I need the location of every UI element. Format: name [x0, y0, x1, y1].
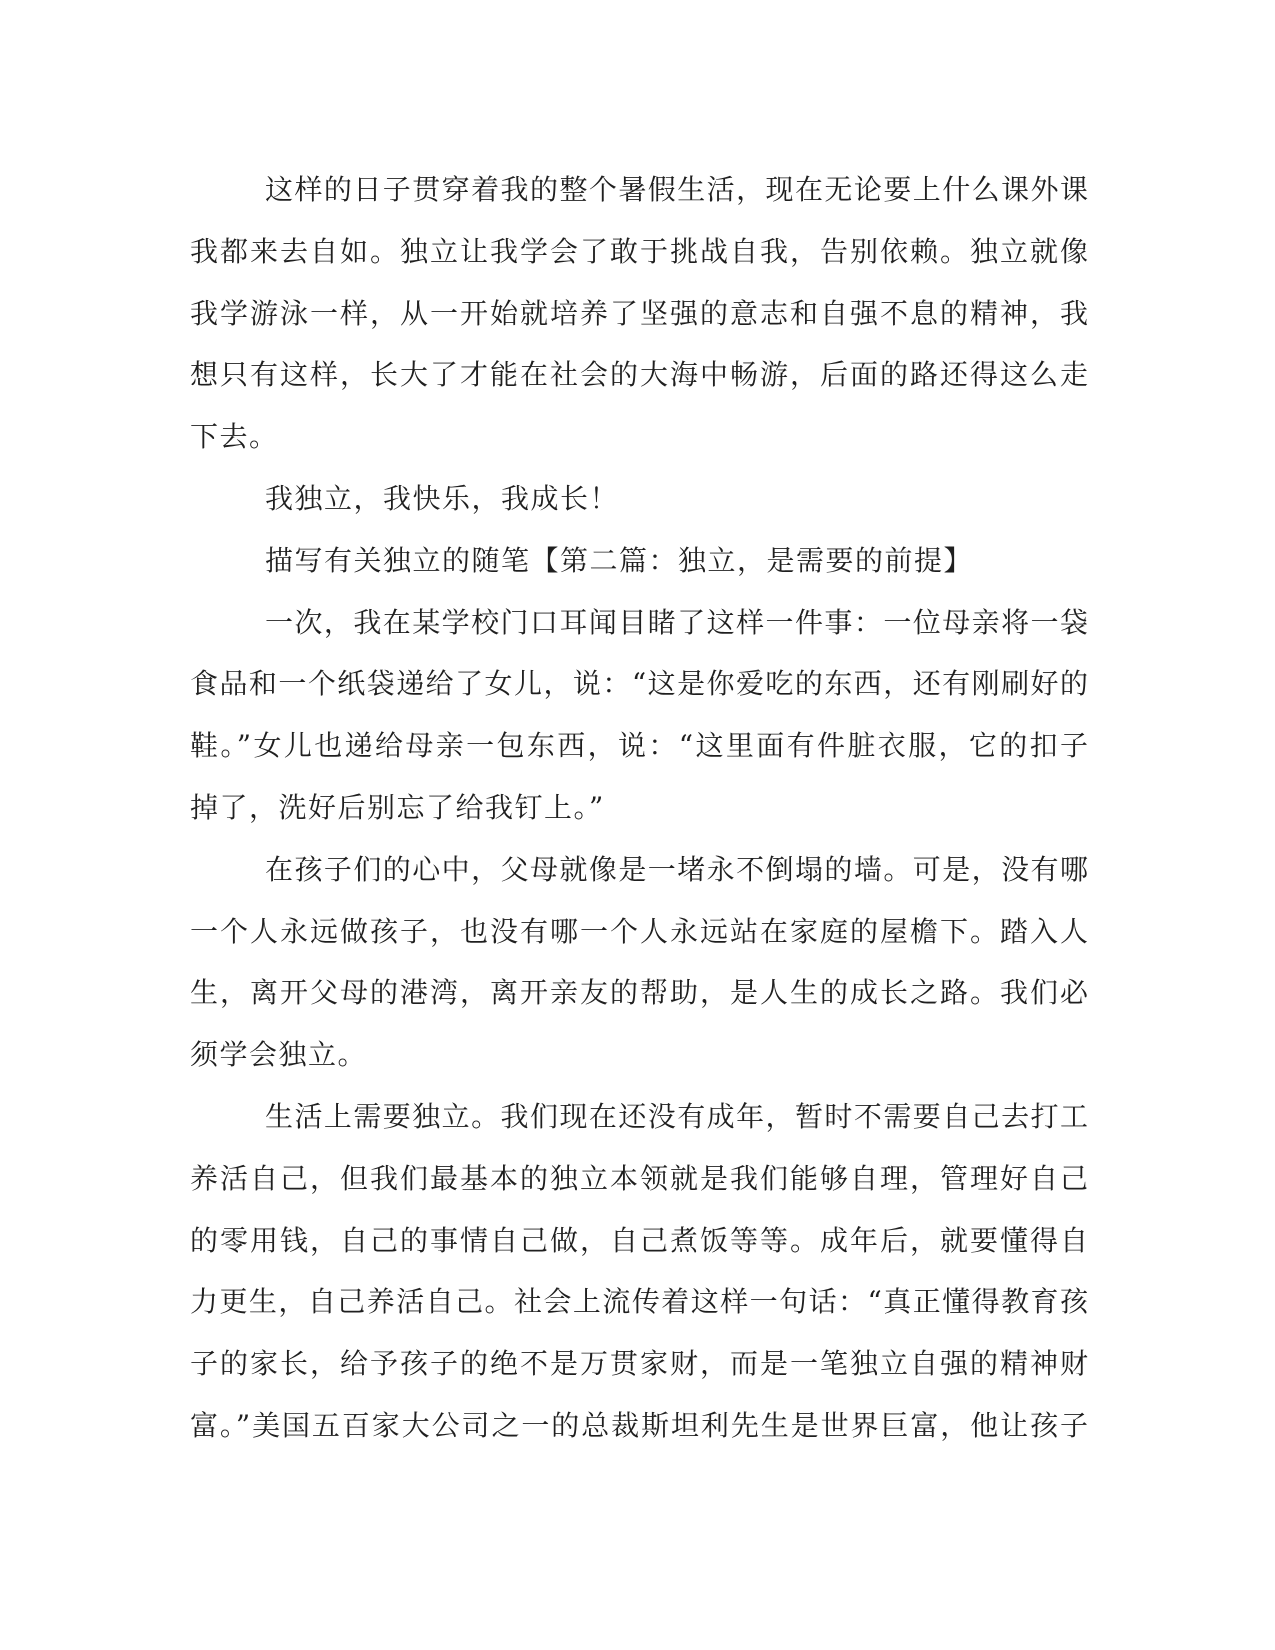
text-line: 我独立，我快乐，我成长！	[265, 481, 620, 515]
text-line: 一次，我在某学校门口耳闻目睹了这样一件事：一位母亲将一袋	[265, 605, 1088, 639]
paragraph	[190, 159, 1088, 468]
document-body	[190, 159, 1088, 1457]
text-line: 食品和一个纸袋递给了女儿，说：“这是你爱吃的东西，还有刚刷好的	[190, 667, 1088, 701]
text-line: 我学游泳一样，从一开始就培养了坚强的意志和自强不息的精神，我	[190, 296, 1088, 330]
text-line: 掉了，洗好后别忘了给我钉上。”	[190, 790, 605, 824]
text-line: 养活自己，但我们最基本的独立本领就是我们能够自理，管理好自己	[190, 1161, 1088, 1195]
text-line: 子的家长，给予孩子的绝不是万贯家财，而是一笔独立自强的精神财	[190, 1347, 1088, 1381]
text-line: 描写有关独立的随笔【第二篇：独立，是需要的前提】	[265, 543, 974, 577]
paragraph	[190, 1086, 1088, 1457]
text-line: 力更生，自己养活自己。社会上流传着这样一句话：“真正懂得教育孩	[190, 1285, 1088, 1319]
paragraph	[190, 468, 1088, 530]
paragraph	[190, 592, 1088, 839]
text-line: 生活上需要独立。我们现在还没有成年，暂时不需要自己去打工	[265, 1099, 1088, 1133]
text-line: 这样的日子贯穿着我的整个暑假生活，现在无论要上什么课外课	[265, 173, 1088, 206]
text-line: 生，离开父母的港湾，离开亲友的帮助，是人生的成长之路。我们必	[190, 976, 1088, 1010]
paragraph	[190, 530, 1088, 592]
text-line: 想只有这样，长大了才能在社会的大海中畅游，后面的路还得这么走	[190, 358, 1088, 392]
text-line: 下去。	[190, 420, 279, 454]
text-line: 富。”美国五百家大公司之一的总裁斯坦利先生是世界巨富，他让孩子	[190, 1408, 1088, 1442]
text-line: 的零用钱，自己的事情自己做，自己煮饭等等。成年后，就要懂得自	[190, 1223, 1088, 1257]
text-line: 一个人永远做孩子，也没有哪一个人永远站在家庭的屋檐下。踏入人	[190, 914, 1088, 948]
text-line: 在孩子们的心中，父母就像是一堵永不倒塌的墙。可是，没有哪	[265, 852, 1088, 886]
text-line: 须学会独立。	[190, 1038, 368, 1072]
text-line: 我都来去自如。独立让我学会了敢于挑战自我，告别依赖。独立就像	[190, 234, 1088, 268]
text-line: 鞋。”女儿也递给母亲一包东西，说：“这里面有件脏衣服，它的扣子	[190, 729, 1088, 763]
paragraph	[190, 839, 1088, 1086]
